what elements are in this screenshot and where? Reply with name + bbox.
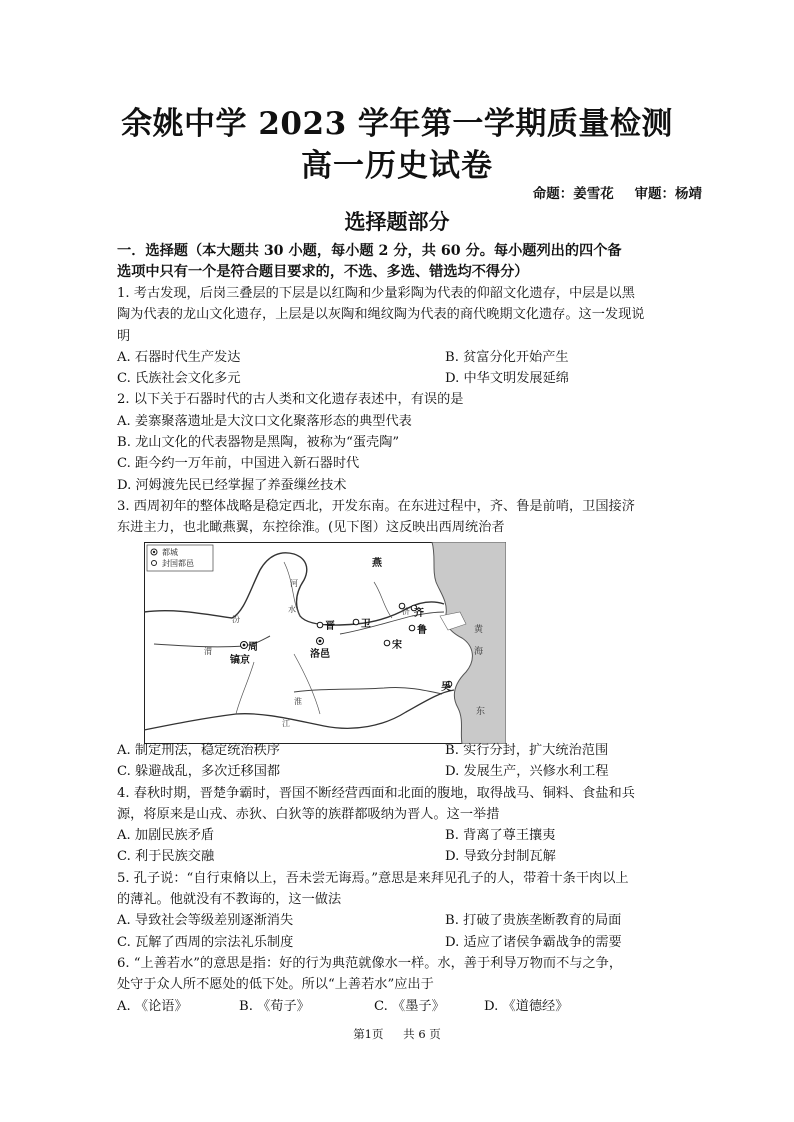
legend-fief-label: 封国都邑 (162, 559, 194, 568)
q4-stem-line-1: 4. 春秋时期，晋楚争霸时，晋国不断经营西面和北面的腹地，取得战马、铜料、食盐和兵 (117, 785, 635, 801)
setter-credit: 命题：姜雪花 (532, 186, 614, 202)
q1-option-a: A. 石器时代生产发达 (117, 349, 241, 365)
map-label-zhou: 周 (248, 642, 258, 653)
q2-stem: 2. 以下关于石器时代的古人类和文化遗存表述中，有误的是 (117, 392, 464, 408)
map-river-label-he: 河 (290, 579, 298, 588)
q3-option-c: C. 躲避战乱，多次迁移国都 (117, 764, 281, 780)
map-fief-wei (353, 619, 359, 625)
map-river-label-shui: 水 (288, 605, 296, 614)
q1-stem-line-3: 明 (117, 328, 131, 344)
q2-option-d: D. 河姆渡先民已经掌握了养蚕缫丝技术 (117, 477, 347, 493)
q4-option-d: D. 导致分封制瓦解 (445, 849, 556, 865)
q3-option-a: A. 制定刑法，稳定统治秩序 (117, 743, 280, 758)
q2-option-c: C. 距今约一万年前，中国进入新石器时代 (117, 456, 360, 472)
map-river-label-jiang: 江 (282, 719, 290, 728)
q5-options-row-2 (117, 932, 677, 953)
q3-stem-line-1: 3. 西周初年的整体战略是稳定西北，开发东南。在东进过程中，齐、鲁是前哨，卫国接济 (117, 498, 635, 514)
map-sea-label-dong: 东 (476, 707, 486, 717)
map-river-label-huai: 淮 (294, 697, 302, 706)
exam-subtitle: 高一历史试卷 (301, 148, 493, 184)
map-label-song: 宋 (392, 640, 402, 651)
map-label-lu: 鲁 (417, 625, 427, 636)
q1-options-row-2 (117, 368, 677, 389)
map-label-haojing: 镐京 (230, 655, 250, 666)
map-river-label-ji: 济 (402, 607, 410, 616)
western-zhou-map (144, 542, 506, 744)
questions-block-top (117, 241, 677, 539)
q5-option-d: D. 适应了诸侯争霸战争的需要 (445, 934, 622, 950)
page-footer (0, 1026, 794, 1042)
map-sea-label-hai: 海 (474, 647, 484, 657)
map-label-qi: 齐 (414, 608, 424, 619)
q1-options-row-1 (117, 347, 677, 368)
q1-option-d: D. 中华文明发展延绵 (445, 371, 569, 387)
authors-line (517, 182, 702, 202)
q1-option-c: C. 氏族社会文化多元 (117, 371, 241, 387)
q3-option-b: B. 实行分封，扩大统治范围 (445, 743, 609, 758)
q5-option-a: A. 导致社会等级差别逐渐消失 (117, 913, 294, 929)
exam-title: 余姚中学 2023 学年第一学期质量检测 (121, 106, 673, 142)
q3-options-row-1 (117, 740, 677, 761)
q1-option-b: B. 贫富分化开始产生 (445, 349, 569, 365)
q4-option-b: B. 背离了尊王攘夷 (445, 828, 556, 844)
q6-stem-line-2: 处守于众人所不愿处的低下处。所以“上善若水”应出于 (117, 977, 434, 993)
q5-stem-line-2: 的薄礼。他就没有不教诲的，这一做法 (117, 892, 342, 908)
map-label-wu: 吴 (441, 682, 451, 693)
legend-capital-label: 都城 (162, 548, 178, 557)
q5-options-row-1 (117, 910, 677, 931)
map-fief-song (384, 640, 390, 646)
instructions-line-2: 选项中只有一个是符合题目要求的，不选、多选、错选均不得分） (117, 264, 529, 280)
q3-options-row-2 (117, 761, 677, 782)
q6-stem-line-1: 6. “上善若水”的意思是指：好的行为典范就像水一样。水，善于利导万物而不与之争， (117, 955, 623, 971)
q3-stem-line-2: 东进主力，也北瞰燕翼，东控徐淮。(见下图）这反映出西周统治者 (117, 520, 505, 536)
map-label-luoyi: 洛邑 (310, 649, 330, 660)
page-number: 第1页 (353, 1027, 384, 1041)
q2-option-b: B. 龙山文化的代表器物是黑陶，被称为“蛋壳陶” (117, 435, 400, 451)
q4-option-a: A. 加剧民族矛盾 (117, 828, 215, 844)
q4-stem-line-2: 源，将原来是山戎、赤狄、白狄等的族群都吸纳为晋人。这一举措 (117, 806, 500, 822)
questions-block-bottom (117, 740, 677, 1017)
instructions-line-1: 一．选择题（本大题共 30 小题，每小题 2 分，共 60 分。每小题列出的四个备 (117, 243, 622, 259)
map-river-label-fen: 汾 (232, 615, 240, 624)
q4-option-c: C. 利于民族交融 (117, 849, 215, 865)
q6-option-a: A. 《论语》 (117, 998, 188, 1014)
page-total: 共 6 页 (403, 1027, 441, 1041)
q4-options-row-2 (117, 846, 677, 867)
q6-options-row (117, 996, 677, 1017)
q5-option-c: C. 瓦解了西周的宗法礼乐制度 (117, 934, 294, 950)
map-label-wei: 卫 (361, 619, 371, 630)
q1-stem-line-2: 陶为代表的龙山文化遗存，上层是以灰陶和绳纹陶为代表的商代晚期文化遗存。这一发现说 (117, 307, 645, 323)
q4-options-row-1 (117, 825, 677, 846)
q6-option-d: D. 《道德经》 (484, 998, 569, 1014)
map-label-yan: 燕 (372, 558, 382, 569)
q5-option-b: B. 打破了贵族垄断教育的局面 (445, 913, 622, 929)
legend-fief-symbol (152, 561, 157, 566)
map-fief-lu (409, 625, 415, 631)
section-title: 选择题部分 (344, 209, 450, 234)
q6-option-c: C. 《墨子》 (374, 998, 445, 1014)
q6-option-b: B. 《荀子》 (239, 998, 310, 1014)
map-label-jin: 晋 (325, 621, 335, 632)
map-sea-label-huang: 黄 (474, 625, 484, 635)
q5-stem-line-1: 5. 孔子说：“自行束脩以上，吾未尝无诲焉。”意思是来拜见孔子的人，带着十条干肉以上 (117, 870, 629, 886)
map-fief-jin (317, 622, 323, 628)
q2-option-a: A. 姜寨聚落遗址是大汶口文化聚落形态的典型代表 (117, 413, 412, 429)
map-river-label-wei: 渭 (204, 647, 212, 656)
q3-option-d: D. 发展生产，兴修水利工程 (445, 764, 609, 780)
q1-stem-line-1: 1. 考古发现，后岗三叠层的下层是以红陶和少量彩陶为代表的仰韶文化遗存，中层是以黑 (117, 286, 635, 301)
reviewer-credit: 审题：杨靖 (634, 186, 702, 202)
